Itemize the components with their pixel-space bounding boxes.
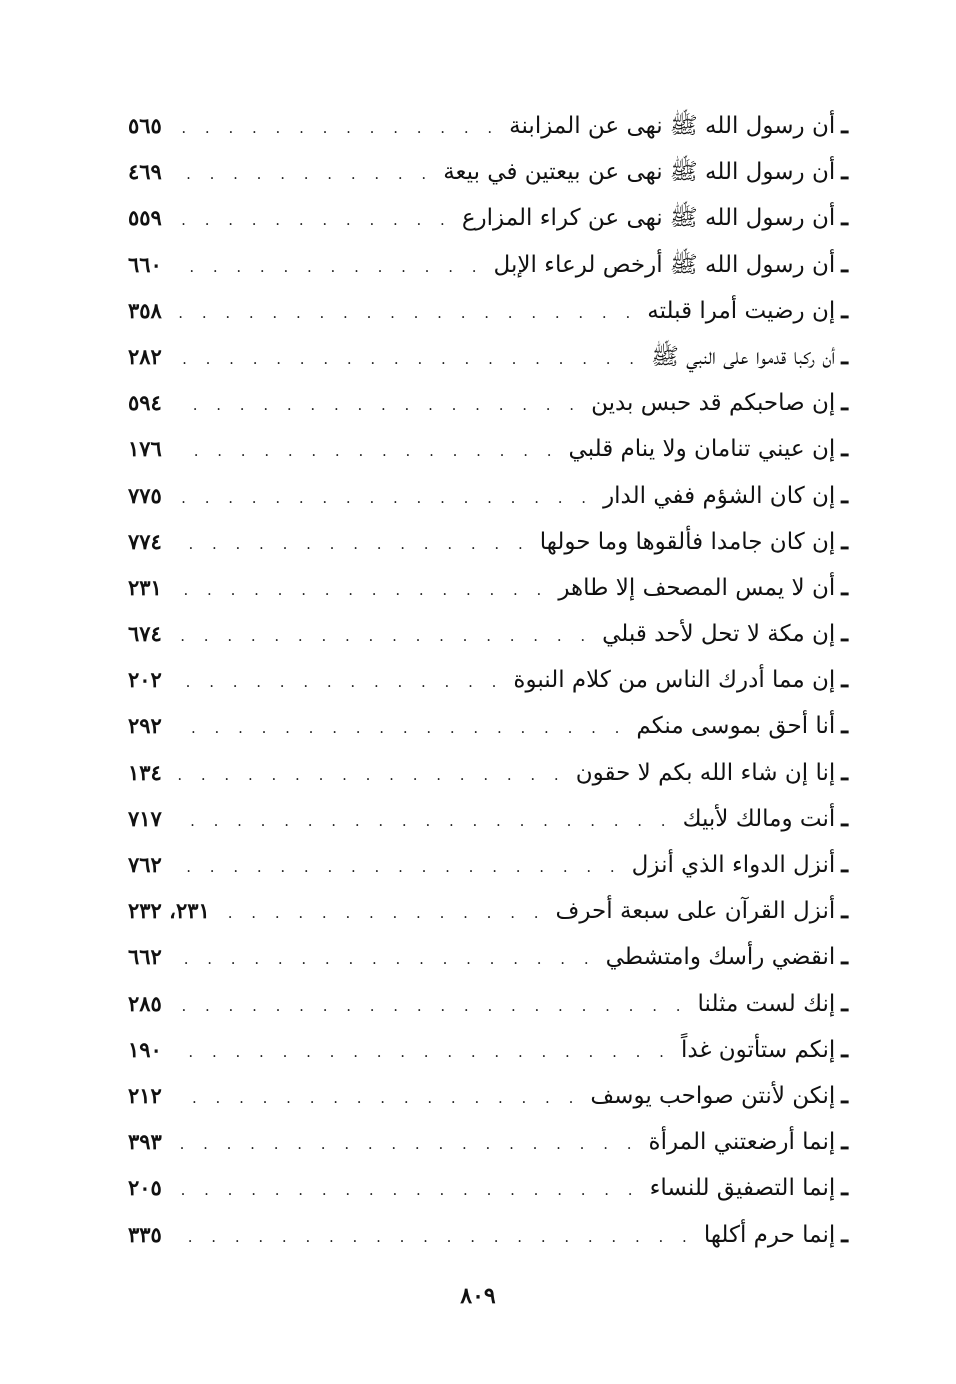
dot-leader <box>174 705 636 751</box>
index-entry <box>128 888 848 934</box>
index-entry <box>128 149 848 195</box>
index-entry <box>128 334 848 380</box>
entry-text: إن كان جامدا فألقوها وما حولها <box>539 528 836 555</box>
entry-page-ref: ٥٦٥ <box>128 113 162 138</box>
entry-dash: ـ <box>841 481 848 509</box>
entry-text: أن لا يمس المصحف إلا طاهر <box>558 574 836 601</box>
entry-page-ref: ٢٠٢ <box>128 667 162 693</box>
dot-leader <box>174 567 558 613</box>
entry-text: أن ركبا قدموا على النبي ﷺ <box>651 343 836 370</box>
entry-text: إن رضيت أمرا قبلته <box>647 297 836 324</box>
entry-page-ref: ٢١٢ <box>128 1082 162 1108</box>
entry-page-ref: ٤٦٩ <box>128 159 162 185</box>
index-entry <box>128 103 848 149</box>
entry-dash: ـ <box>841 112 848 139</box>
page-number: ٨٠٩ <box>460 1283 496 1309</box>
entry-text: إنا إن شاء الله بكم لا حقون <box>575 759 836 786</box>
entry-page-ref: ٧٧٤ <box>128 528 162 554</box>
entry-dash: ـ <box>841 666 848 694</box>
entry-text: إن عيني تنامان ولا ينام قلبي <box>568 436 836 463</box>
index-entry <box>128 981 848 1027</box>
index-entry <box>128 288 848 334</box>
entry-page-ref: ٧٦٢ <box>128 852 162 877</box>
entry-page-ref: ١٧٦ <box>128 436 162 462</box>
entry-dash: ـ <box>841 1174 848 1202</box>
index-entry <box>128 611 848 657</box>
entry-page-ref: ٢٣١، ٢٣٢ <box>128 898 210 924</box>
entry-dash: ـ <box>841 712 848 740</box>
entry-page-ref: ٣٥٨ <box>128 297 162 323</box>
dot-leader <box>174 752 576 798</box>
index-list <box>128 103 848 1258</box>
entry-text: إن مما أدرك الناس من كلام النبوة <box>513 667 836 694</box>
dot-leader <box>174 290 647 336</box>
entry-dash: ـ <box>841 620 848 648</box>
entry-page-ref: ٣٣٥ <box>128 1221 162 1247</box>
entry-page-ref: ٧١٧ <box>128 805 162 831</box>
entry-text: أنزل القرآن على سبعة أحرف <box>555 898 836 925</box>
entry-text: إنما التصفيق للنساء <box>649 1175 836 1202</box>
entry-dash: ـ <box>841 204 848 232</box>
entry-page-ref: ١٣٤ <box>128 759 162 785</box>
entry-dash: ـ <box>841 943 848 971</box>
entry-page-ref: ٧٧٥ <box>128 482 162 508</box>
entry-text: إنما أرضعتني المرأة <box>648 1129 836 1156</box>
dot-leader <box>174 798 683 844</box>
index-entry <box>128 796 848 842</box>
index-entry <box>128 565 848 611</box>
entry-text: أن رسول الله ﷺ نهى عن كراء المزارع <box>461 205 836 232</box>
entry-page-ref: ٢٨٥ <box>128 990 162 1016</box>
entry-text: إن كان الشؤم ففي الدار <box>603 482 836 509</box>
entry-page-ref: ٢٣١ <box>128 574 162 600</box>
dot-leader <box>174 983 698 1029</box>
index-entry <box>128 426 848 472</box>
entry-dash: ـ <box>841 1081 848 1109</box>
entry-dash: ـ <box>841 573 848 601</box>
dot-leader <box>174 936 606 982</box>
index-entry <box>128 750 848 796</box>
entry-dash: ـ <box>841 342 848 370</box>
index-entry <box>128 242 848 288</box>
dot-leader <box>174 1214 704 1260</box>
dot-leader <box>174 1029 681 1075</box>
entry-page-ref: ١٩٠ <box>128 1036 162 1062</box>
dot-leader <box>174 1075 590 1121</box>
entry-text: إنك لست مثلنا <box>697 990 836 1017</box>
entry-dash: ـ <box>841 250 848 278</box>
entry-page-ref: ٥٥٩ <box>128 205 162 231</box>
entry-page-ref: ٣٩٣ <box>128 1129 162 1155</box>
index-entry <box>128 703 848 749</box>
dot-leader <box>174 659 513 705</box>
dot-leader <box>174 613 602 659</box>
entry-text: أنا أحق بموسى منكم <box>636 713 836 740</box>
dot-leader <box>174 428 569 474</box>
dot-leader <box>174 1121 649 1167</box>
dot-leader <box>174 244 494 290</box>
entry-dash: ـ <box>841 804 848 832</box>
index-entry <box>128 1073 848 1119</box>
entry-page-ref: ٢٠٥ <box>128 1175 162 1201</box>
entry-text: أن رسول الله ﷺ نهى عن بيعتين في بيعة <box>443 159 836 186</box>
index-entry <box>128 1027 848 1073</box>
entry-dash: ـ <box>841 897 848 925</box>
entry-text: انقضي رأسك وامتشطي <box>605 944 836 971</box>
dot-leader <box>174 382 591 428</box>
entry-text: إنكم ستأتون غداً <box>680 1036 836 1063</box>
entry-page-ref: ٥٩٤ <box>128 390 162 416</box>
dot-leader <box>174 197 462 243</box>
index-entry <box>128 195 848 241</box>
entry-page-ref: ٢٩٢ <box>128 713 162 739</box>
index-entry <box>128 657 848 703</box>
entry-text: إنكن لأنتن صواحب يوسف <box>590 1082 836 1109</box>
entry-dash: ـ <box>841 389 848 417</box>
entry-page-ref: ٦٦٠ <box>128 251 162 277</box>
index-entry <box>128 1212 848 1258</box>
dot-leader <box>210 890 556 936</box>
entry-dash: ـ <box>841 758 848 786</box>
entry-text: إن صاحبكم قد حبس بدين <box>591 390 836 417</box>
dot-leader <box>174 336 651 382</box>
entry-text: أنت ومالك لأبيك <box>682 805 836 832</box>
dot-leader <box>174 475 603 521</box>
entry-dash: ـ <box>841 435 848 463</box>
dot-leader <box>174 844 632 890</box>
index-entry <box>128 934 848 980</box>
index-entry <box>128 1119 848 1165</box>
entry-text: إن مكة لا تحل لأحد قبلي <box>602 621 836 648</box>
entry-text: أن رسول الله ﷺ نهى عن المزابنة <box>509 113 836 139</box>
entry-dash: ـ <box>841 1220 848 1248</box>
entry-page-ref: ٢٨٢ <box>128 343 162 369</box>
entry-page-ref: ٦٧٤ <box>128 621 162 647</box>
entry-dash: ـ <box>841 296 848 324</box>
index-entry <box>128 519 848 565</box>
entry-page-ref: ٦٦٢ <box>128 944 162 970</box>
entry-text: أن رسول الله ﷺ أرخص لرعاء الإبل <box>493 251 836 278</box>
entry-dash: ـ <box>841 1035 848 1063</box>
index-entry <box>128 842 848 888</box>
dot-leader <box>174 521 540 567</box>
entry-text: إنما حرم أكلها <box>703 1221 836 1248</box>
index-entry <box>128 473 848 519</box>
entry-dash: ـ <box>841 851 848 878</box>
entry-dash: ـ <box>841 989 848 1017</box>
entry-dash: ـ <box>841 527 848 555</box>
index-entry <box>128 380 848 426</box>
index-entry <box>128 1165 848 1211</box>
dot-leader <box>174 105 509 151</box>
dot-leader <box>174 151 443 197</box>
entry-dash: ـ <box>841 158 848 186</box>
entry-text: أنزل الدواء الذي أنزل <box>631 852 836 878</box>
entry-dash: ـ <box>841 1128 848 1156</box>
dot-leader <box>174 1167 650 1213</box>
